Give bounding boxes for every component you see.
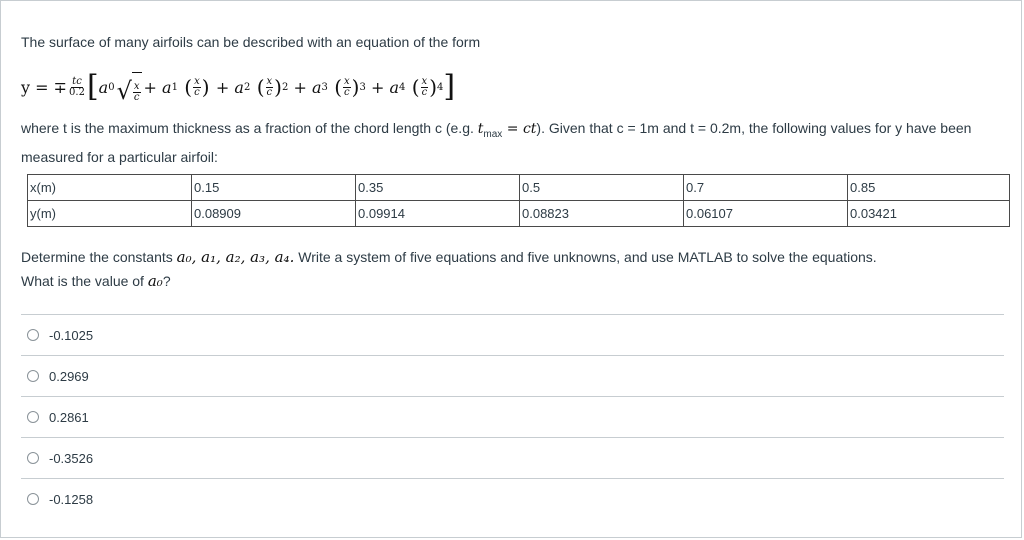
eq-pow4: 4 [437,81,444,93]
eq-plus-3: + [293,77,307,97]
radio-button[interactable] [27,452,39,464]
desc-tmax-sub: max [483,128,503,140]
desc-part2: ). Given that c = 1m and t = 0.2m, the following values for y have been measured for a particular airfoil: [21,120,972,165]
question-target: a₀ [147,272,163,290]
question-part3: What is the value of [21,273,148,289]
eq-coef-num: tc [72,75,82,87]
desc-part1: where t is the maximum thickness as a fraction of the chord length c (e.g. [21,120,478,136]
eq-sqrt-den: c [133,91,140,103]
answer-option-label: 0.2969 [49,368,89,384]
eq-frac-4: $\frac{x}{c}$ [421,75,428,98]
eq-a3: a [311,77,322,97]
eq-sub2: 2 [243,81,251,93]
answer-option[interactable] [21,437,1004,478]
table-cell: 0.06107 [684,201,848,227]
answer-option[interactable] [21,314,1004,355]
table-cell: 0.5 [520,175,684,201]
eq-sqrt-num: x [133,80,140,92]
question-qmark: ? [162,273,171,289]
eq-coefficient [68,77,86,98]
answer-option-label: -0.1258 [49,491,94,507]
eq-right-bracket: ] [443,69,456,104]
table-cell: 0.08909 [192,201,356,227]
question-part1: Determine the constants [21,249,177,265]
table-row [28,201,1010,227]
eq-plus-1: + [143,77,157,97]
table-cell: 0.09914 [356,201,520,227]
eq-pow2: 2 [281,81,289,93]
eq-a4: a [389,77,399,97]
radio-button[interactable] [27,329,39,341]
radio-button[interactable] [27,493,39,505]
eq-sub1: 1 [171,81,178,93]
eq-plus-4: + [370,77,385,97]
desc-eq-rhs: = ct [502,121,537,137]
answer-option[interactable] [21,478,1004,519]
eq-frac-2: $\frac{x}{c}$ [266,75,273,98]
eq-a1: a [162,77,172,97]
radio-button[interactable] [27,411,39,423]
eq-coef-den: 0.2 [69,86,85,98]
eq-sqrt [117,72,142,103]
airfoil-equation: y = ∓ $\frac{tc}{0.2}$ [ a 0 √ $\frac{x}{c}$ + a 1 ( $\frac{x}{c}$ ) + a 2 ( $\frac{x}{c}$ ) 2 + a 3 ( $\frac{x}{c}$ ) 3 + a 4 ( $\frac{x}{c}$ ) 4 ] [21,69,456,105]
table-cell: 0.15 [192,175,356,201]
table-cell: 0.35 [356,175,520,201]
eq-sub0: 0 [108,81,115,93]
answer-option-label: -0.3526 [49,450,94,466]
question-part2: Write a system of five equations and five unknowns, and use MATLAB to solve the equations. [294,249,877,265]
eq-sqrt-frac [133,82,141,103]
eq-frac-1: $\frac{x}{c}$ [194,75,200,98]
eq-left-bracket: [ [86,69,99,104]
question-text [21,245,1006,293]
desc-tmax: t [477,121,484,137]
eq-lhs: y = ∓ [21,77,68,97]
eq-frac-3: $\frac{x}{c}$ [344,75,350,98]
eq-sub3: 3 [321,81,328,93]
description-text [21,117,1006,169]
answer-option[interactable] [21,396,1004,437]
answer-option-label: 0.2861 [49,409,89,425]
eq-plus-2: + [215,77,230,97]
eq-a2: a [234,77,244,97]
sqrt-icon: √ [116,76,132,105]
question-constants: a₀, a₁, a₂, a₃, a₄. [176,248,295,266]
intro-text: The surface of many airfoils can be described with an equation of the form [21,34,481,50]
table-cell: 0.85 [848,175,1010,201]
table-cell: 0.08823 [520,201,684,227]
table-cell: 0.7 [684,175,848,201]
answer-option[interactable] [21,355,1004,396]
eq-a0: a [98,77,109,97]
answer-options [21,314,1004,519]
table-row-header: y(m) [28,201,192,227]
table-cell: 0.03421 [848,201,1010,227]
radio-button[interactable] [27,370,39,382]
eq-sub4: 4 [399,81,406,93]
measurement-table [27,174,1010,227]
table-row [28,175,1010,201]
answer-option-label: -0.1025 [49,327,94,343]
table-row-header: x(m) [28,175,192,201]
eq-pow3: 3 [359,81,366,93]
